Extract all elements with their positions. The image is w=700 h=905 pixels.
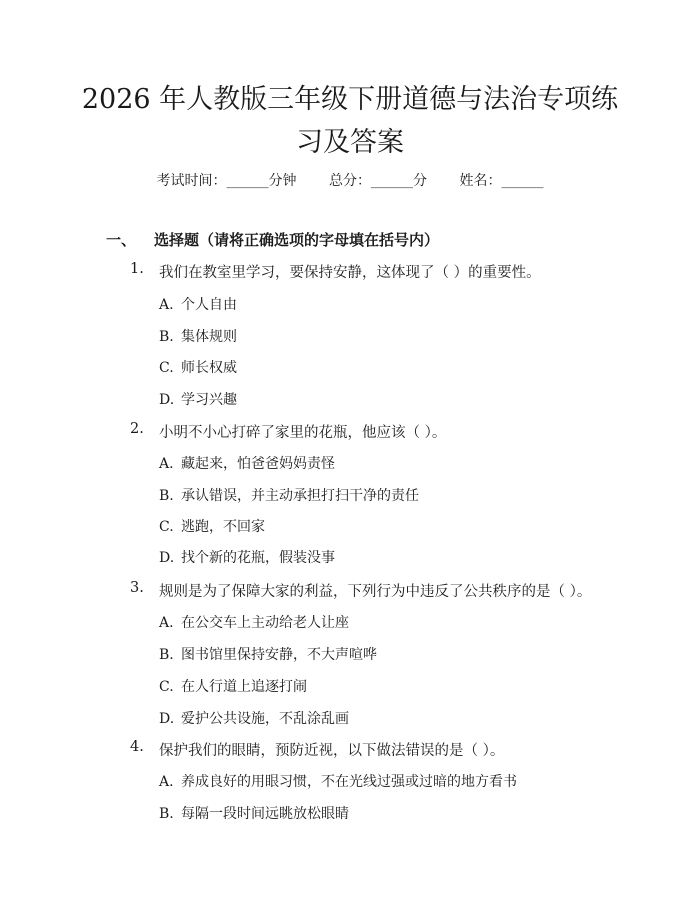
question-text: 我们在教室里学习，要保持安静，这体现了（ ）的重要性。 (159, 265, 541, 281)
option-3b: B. 图书馆里保持安静，不大声喧哗 (159, 647, 377, 663)
student-name: 姓名：______ (459, 173, 544, 189)
section-number: 一、 (106, 231, 137, 249)
option-2a: A. 藏起来，怕爸爸妈妈责怪 (159, 456, 335, 472)
option-1a: A. 个人自由 (159, 297, 237, 313)
option-2d: D. 找个新的花瓶，假装没事 (159, 550, 335, 566)
question-number: 3. (130, 580, 144, 596)
option-3c: C. 在人行道上追逐打闹 (159, 679, 307, 695)
question-text: 小明不小心打碎了家里的花瓶，他应该（ ）。 (159, 425, 447, 441)
page-title (60, 78, 640, 164)
option-3a: A. 在公交车上主动给老人让座 (159, 615, 349, 631)
question-text: 规则是为了保障大家的利益，下列行为中违反了公共秩序的是（ ）。 (159, 584, 592, 600)
section-title: 选择题（请将正确选项的字母填在括号内） (154, 231, 440, 249)
option-2c: C. 逃跑，不回家 (159, 519, 265, 535)
question-number: 1. (130, 261, 144, 277)
option-4b: B. 每隔一段时间远眺放松眼睛 (159, 806, 349, 822)
option-1b: B. 集体规则 (159, 329, 237, 345)
title-line-2: 习及答案 (296, 127, 404, 158)
question-number: 4. (130, 739, 144, 755)
exam-time: 考试时间：______分钟 (156, 173, 297, 189)
exam-info (0, 170, 700, 190)
question-number: 2. (130, 421, 144, 437)
question-text: 保护我们的眼睛，预防近视，以下做法错误的是（ ）。 (159, 743, 505, 759)
option-2b: B. 承认错误，并主动承担打扫干净的责任 (159, 488, 419, 504)
option-4a: A. 养成良好的用眼习惯，不在光线过强或过暗的地方看书 (159, 774, 517, 790)
section-heading (106, 229, 439, 250)
exam-score: 总分：______分 (329, 173, 427, 189)
option-3d: D. 爱护公共设施，不乱涂乱画 (159, 711, 349, 727)
option-1d: D. 学习兴趣 (159, 392, 237, 408)
title-line-1: 2026 年人教版三年级下册道德与法治专项练 (81, 84, 619, 115)
option-1c: C. 师长权威 (159, 360, 237, 376)
